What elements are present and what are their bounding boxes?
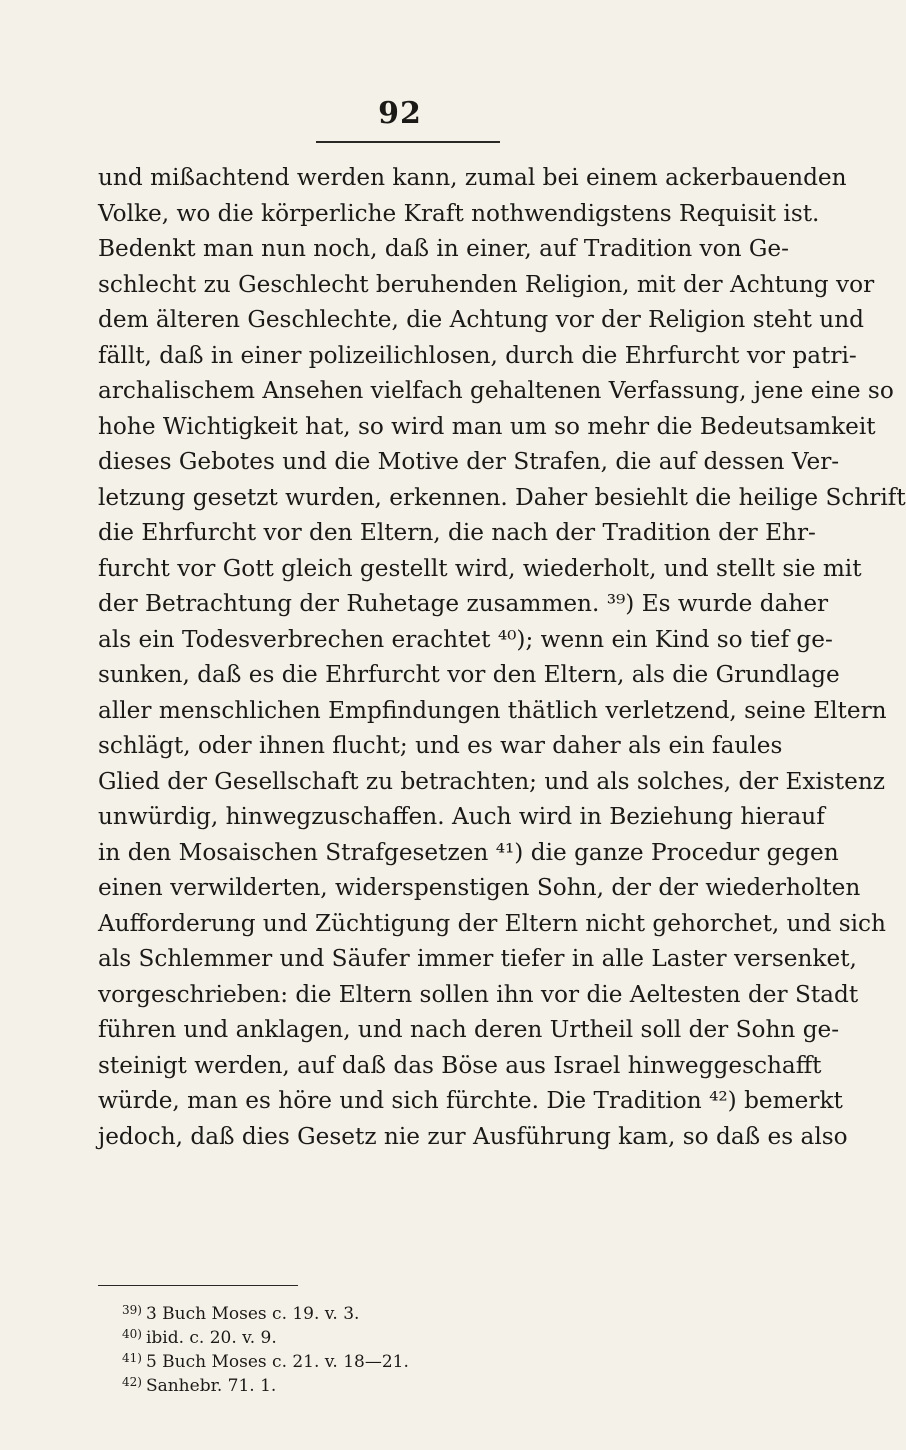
text-line: schlägt, oder ihnen flucht; und es war daher als ein faules — [98, 732, 783, 759]
header-rule — [316, 141, 500, 143]
text-line: vorgeschrieben: die Eltern sollen ihn vor die Aeltesten der Stadt — [98, 980, 859, 1008]
text-line: der Betrachtung der Ruhetage zusammen. ³⁹) Es wurde daher — [98, 590, 829, 617]
footnotes — [122, 1298, 622, 1394]
body-text — [98, 160, 906, 1154]
footnote — [122, 1322, 622, 1346]
text-line: dieses Gebotes und die Motive der Strafen, die auf dessen Ver- — [98, 448, 840, 475]
text-line: hohe Wichtigkeit hat, so wird man um so mehr die Bedeutsamkeit — [98, 412, 876, 440]
text-line: die Ehrfurcht vor den Eltern, die nach der Tradition der Ehr- — [98, 519, 816, 546]
text-line: schlecht zu Geschlecht beruhenden Religion, mit der Achtung vor — [98, 270, 875, 298]
text-line: würde, man es höre und sich fürchte. Die Tradition ⁴²) bemerkt — [98, 1087, 843, 1114]
footnote-text: ibid. c. 20. v. 9. — [145, 1328, 277, 1348]
text-line: unwürdig, hinwegzuschaffen. Auch wird in Beziehung hierauf — [98, 803, 825, 830]
text-line: Volke, wo die körperliche Kraft nothwendigstens Requisit ist. — [98, 199, 820, 227]
text-line: fällt, daß in einer polizeilichlosen, durch die Ehrfurcht vor patri- — [98, 341, 857, 369]
text-line: und mißachtend werden kann, zumal bei einem ackerbauenden — [98, 164, 847, 191]
text-line: in den Mosaischen Strafgesetzen ⁴¹) die ganze Procedur gegen — [98, 838, 839, 866]
text-line: als ein Todesverbrechen erachtet ⁴⁰); wenn ein Kind so tief ge- — [98, 625, 833, 653]
text-line: furcht vor Gott gleich gestellt wird, wiederholt, und stellt sie mit — [98, 554, 862, 582]
text-line: aller menschlichen Empfindungen thätlich verletzend, seine Eltern — [98, 696, 887, 724]
footnote-ref: 40) — [122, 1327, 142, 1341]
footnote — [122, 1298, 622, 1322]
footnote-rule — [98, 1285, 298, 1286]
footnote-text: 3 Buch Moses c. 19. v. 3. — [145, 1304, 360, 1324]
footnote — [122, 1370, 622, 1394]
text-line: Aufforderung und Züchtigung der Eltern nicht gehorchet, und sich — [98, 909, 886, 937]
text-line: letzung gesetzt wurden, erkennen. Daher besiehlt die heilige Schrift — [98, 483, 906, 511]
text-line: Bedenkt man nun noch, daß in einer, auf Tradition von Ge- — [98, 235, 789, 262]
footnote-ref: 41) — [122, 1351, 142, 1365]
page-number: 92 — [378, 96, 422, 131]
footnote-text: 5 Buch Moses c. 21. v. 18—21. — [145, 1352, 409, 1372]
footnote-ref: 42) — [122, 1375, 142, 1389]
footnote-text: Sanhebr. 71. 1. — [145, 1376, 277, 1396]
text-line: jedoch, daß dies Gesetz nie zur Ausführung kam, so daß es also — [98, 1122, 848, 1150]
text-line: steinigt werden, auf daß das Böse aus Israel hinweggeschafft — [98, 1051, 822, 1079]
text-line: dem älteren Geschlechte, die Achtung vor der Religion steht und — [98, 306, 864, 333]
text-line: sunken, daß es die Ehrfurcht vor den Eltern, als die Grundlage — [98, 661, 840, 688]
footnote-ref: 39) — [122, 1303, 142, 1317]
text-line: Glied der Gesellschaft zu betrachten; und als solches, der Existenz — [98, 767, 885, 795]
text-line: archalischem Ansehen vielfach gehaltenen Verfassung, jene eine so — [98, 377, 894, 404]
text-line: einen verwilderten, widerspenstigen Sohn, der der wiederholten — [98, 874, 861, 901]
footnote — [122, 1346, 622, 1370]
text-line: als Schlemmer und Säufer immer tiefer in alle Laster versenket, — [98, 945, 857, 972]
text-line: führen und anklagen, und nach deren Urtheil soll der Sohn ge- — [98, 1016, 840, 1043]
